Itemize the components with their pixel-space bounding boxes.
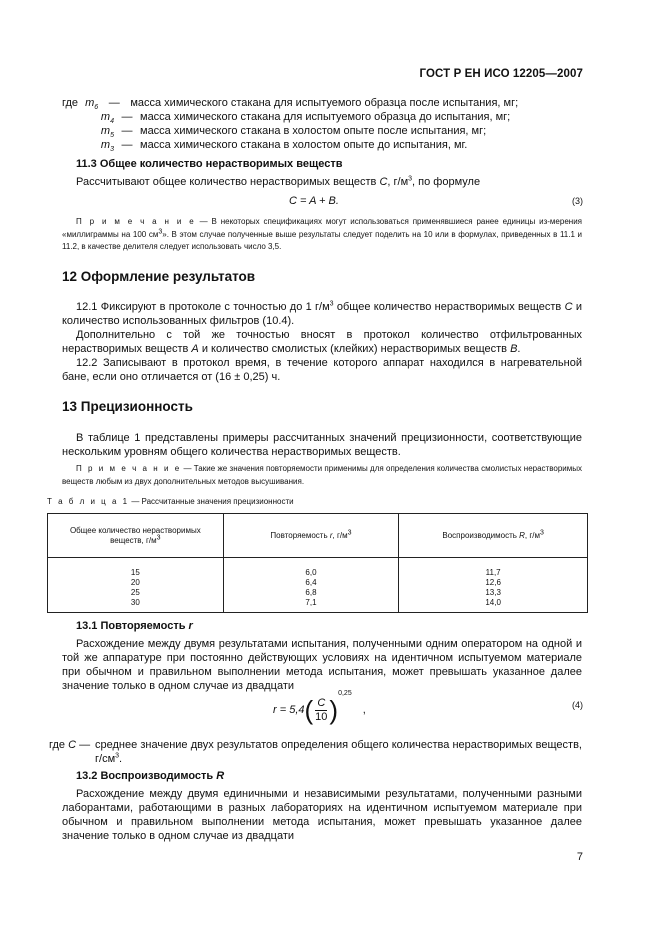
definition-text: масса химического стакана в холостом опыте до испытания, мг.: [140, 139, 468, 151]
section-12-1-additional: Дополнительно с той же точностью вносят в протокол количество отфильтрованных нерастворимых веществ A и количество смолистых (клейких) нерастворимых веществ B.: [62, 329, 582, 355]
table-caption: Т а б л и ц а 1 — Рассчитанные значения прецизионности: [47, 497, 294, 506]
section-13-heading: 13 Прецизионность: [62, 399, 193, 414]
note-11-3: П р и м е ч а н и е — В некоторых спецификациях могут использоваться применявшиеся ранее единицы из-мерения «миллиграммы на 100 $см^3$». В этом случае полученные выше результаты следует поделить на 10 или в формулах, приведенных в 11.1 и 11.2, в качестве делителя следует использовать число 3,5.: [62, 217, 583, 251]
document-id: ГОСТ Р ЕН ИСО 12205—2007: [419, 68, 583, 80]
section-12-1-text: 12.1 Фиксируют в протоколе с точностью до 1 $г/м^3$ общее количество нерастворимых веществ C и количество использованных фильтров (10.4).: [62, 300, 582, 327]
definition-text: масса химического стакана в холостом опыте после испытания, мг;: [140, 125, 487, 137]
header-total-insoluble: Общее количество нерастворимых веществ, $г/м^3$: [48, 514, 224, 558]
formula-4: r = 5,4( $\frac{C}{10}$ )$^{0,25}$ ,: [273, 690, 366, 726]
table-header-row: [48, 514, 588, 558]
section-13-text: В таблице 1 представлены примеры рассчитанных значений прецизионности, соответствующие нескольким уровням общего количества нерастворимых веществ.: [62, 432, 582, 458]
note-13: П р и м е ч а н и е — Такие же значения повторяемости применимы для определения количества смолистых нерастворимых веществ любым из двух дополнительных методов высушивания.: [62, 464, 582, 486]
section-11-3-text: Рассчитывают общее количество нерастворимых веществ C, $г/м^3$, по формуле: [76, 175, 481, 188]
definition-item: $m_3$ — масса химического стакана в холостом опыте до испытания, мг.: [100, 139, 468, 154]
definition-text: масса химического стакана для испытуемого образца до испытания, мг;: [140, 111, 511, 123]
table-row: 20 6,4 12,6: [48, 578, 588, 588]
where-word: где: [62, 97, 79, 109]
precision-table: [47, 513, 588, 613]
table-row: 25 6,8 13,3: [48, 588, 588, 598]
definition-item: $m_4$ — масса химического стакана для испытуемого образца до испытания, мг;: [100, 111, 511, 126]
equation-number-3: (3): [572, 196, 583, 206]
section-13-2-text: Расхождение между двумя единичными и независимыми результатами, полученными разными лаборантами, работающими в разных лабораториях на идентичном испытуемом материале при обычном и правильном выполнении метода испытания, может превышать указанное далее значение только в одном случае из двадцати: [62, 788, 582, 842]
section-12-heading: 12 Оформление результатов: [62, 269, 256, 284]
header-repeatability: Повторяемость r, $г/м^3$: [223, 514, 399, 558]
section-11-3-heading: 11.3 Общее количество нерастворимых веществ: [76, 158, 343, 170]
equation-number-4: (4): [572, 700, 583, 710]
header-reproducibility: Воспроизводимость R, $г/м^3$: [399, 514, 588, 558]
definition-item: где $m_6$ — масса химического стакана для испытуемого образца после испытания, мг;: [62, 97, 519, 112]
table-row: 30 7,1 14,0: [48, 598, 588, 613]
section-13-1-text: Расхождение между двумя результатами испытания, полученными одним оператором на одной и той же аппаратуре при постоянно действующих условиях на идентичном испытуемом материале при обычном и правильном выполнении метода испытания, может превышать указанное далее значение только в одном случае из двадцати: [62, 638, 582, 692]
formula-3: C = A + B.: [289, 195, 339, 207]
section-13-2-heading: 13.2 Воспроизводимость R: [76, 770, 225, 782]
section-12-2-text: 12.2 Записывают в протокол время, в течение которого аппарат находился в нагревательной бане, если оно отличается от (16 ± 0,25) ч.: [62, 357, 582, 383]
section-13-1-heading: 13.1 Повторяемость r: [76, 620, 193, 632]
definition-text: масса химического стакана для испытуемого образца после испытания, мг;: [130, 97, 519, 109]
definition-item: $m_5$ — масса химического стакана в холостом опыте после испытания, мг;: [100, 125, 487, 140]
page-number: 7: [576, 851, 583, 863]
table-row: 15 6,0 11,7: [48, 558, 588, 579]
